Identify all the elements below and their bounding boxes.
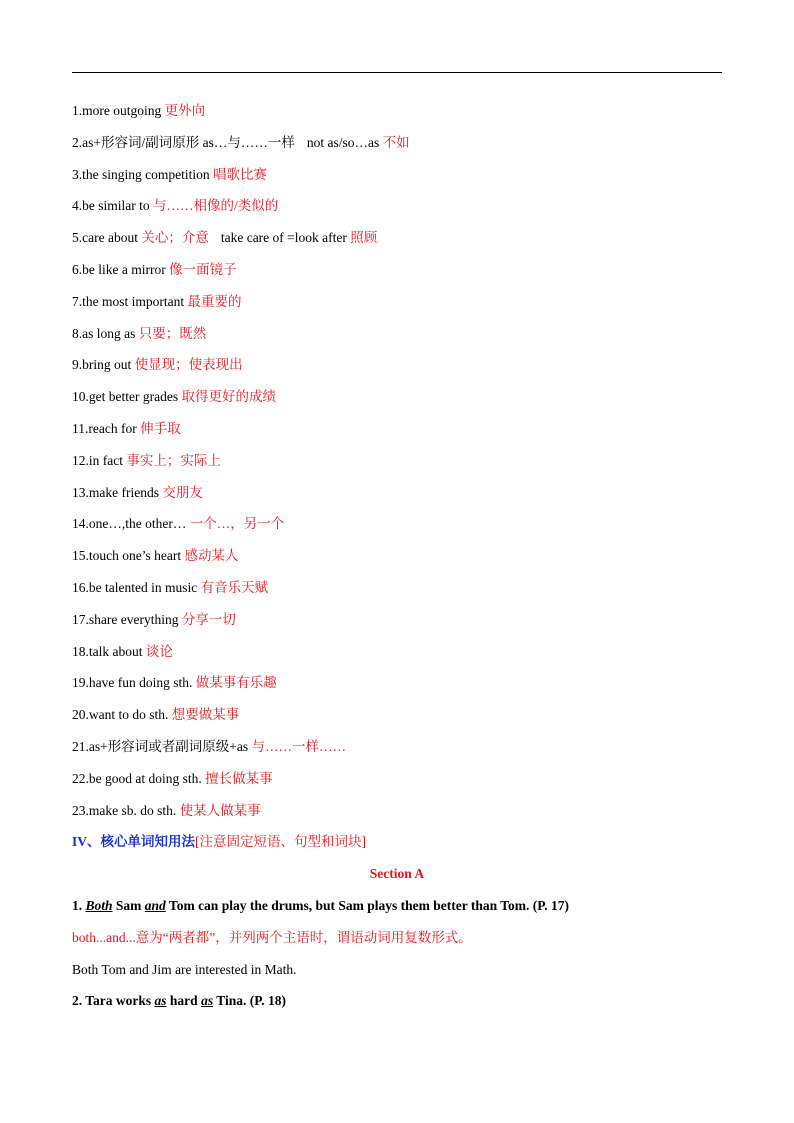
phrase-chinese: 有音乐天赋 [200, 579, 269, 595]
phrase-english: 14.one…,the other… [72, 516, 190, 532]
phrase-english: 4.be similar to [72, 198, 153, 214]
phrase-item [72, 512, 722, 544]
phrase-item [72, 576, 722, 608]
phrase-english: 1.more outgoing [72, 103, 165, 118]
phrase-english: 10.get better grades [72, 389, 182, 405]
phrase-chinese: 想要做某事 [171, 707, 240, 723]
item-1-number: 1. [72, 897, 86, 913]
phrase-chinese: 更外向 [164, 103, 206, 118]
phrase-chinese: 分享一切 [181, 611, 236, 627]
phrase-item [72, 194, 722, 226]
header-rule [72, 72, 722, 73]
phrase-item [72, 99, 722, 131]
phrase-chinese: 感动某人 [184, 548, 239, 564]
phrase-english: 9.bring out [72, 357, 135, 373]
item-1-text: Sam [112, 897, 145, 913]
phrase-item [72, 322, 722, 354]
phrase-chinese: 关心；介意 [141, 230, 209, 246]
heading-iv-note: [注意固定短语、句型和词块] [195, 834, 367, 850]
phrase-chinese: 像一面镜子 [169, 261, 237, 277]
phrase-item [72, 767, 722, 799]
phrase-chinese: 只要；既然 [138, 325, 207, 341]
section-heading-iv [72, 830, 722, 862]
item-1-text-rest: Tom can play the drums, but Sam plays them better than Tom. (P. 17) [165, 897, 569, 913]
phrase-chinese: 使某人做某事 [179, 802, 261, 818]
document-body [72, 99, 722, 1021]
item-1-note: both...and...意为“两者都”，并列两个主语时，谓语动词用复数形式。 [72, 929, 472, 945]
phrase-chinese: 一个…，另一个 [189, 516, 285, 532]
phrase-english: 17.share everything [72, 611, 182, 627]
phrase-english: 11.reach for [72, 420, 141, 436]
item-1-sentence [72, 894, 722, 926]
phrase-item [72, 703, 722, 735]
item-2-keyword-as-2: as [201, 993, 214, 1009]
phrase-chinese: 与……一样…… [251, 738, 346, 754]
item-2-text-mid: hard [166, 993, 202, 1009]
phrase-english: 16.be talented in music [72, 579, 201, 595]
item-2-text-pre: Tara works [85, 993, 155, 1009]
phrase-item [72, 258, 722, 290]
phrase-chinese: 擅长做某事 [205, 770, 273, 786]
section-title: Section A [369, 866, 425, 882]
phrase-english: 20.want to do sth. [72, 707, 172, 723]
phrase-item [72, 608, 722, 640]
phrase-item [72, 226, 722, 258]
phrase-english-2: not as/so…as [306, 134, 383, 150]
item-1-keyword-and: and [144, 897, 166, 913]
phrase-english: 6.be like a mirror [72, 261, 170, 277]
phrase-english: 8.as long as [72, 325, 139, 341]
phrase-chinese: 取得更好的成绩 [181, 389, 276, 405]
phrase-english: 19.have fun doing sth. [72, 675, 196, 691]
phrase-english: 5.care about [72, 230, 142, 246]
phrase-chinese: 唱歌比赛 [213, 166, 267, 182]
item-1-keyword-both: Both [85, 897, 113, 913]
phrase-english: 7.the most important [72, 293, 188, 309]
phrase-item [72, 640, 722, 672]
item-2-number: 2. [72, 993, 86, 1009]
phrase-english: 2.as+形容词/副词原形 as…与……一样 [72, 134, 295, 150]
phrase-item [72, 544, 722, 576]
phrase-chinese: 交朋友 [162, 484, 203, 500]
phrase-english: 15.touch one’s heart [72, 548, 185, 564]
phrase-chinese-2: 照顾 [350, 230, 378, 246]
phrase-item [72, 735, 722, 767]
phrase-chinese: 与……相像的/类似的 [153, 198, 279, 214]
phrase-item [72, 481, 722, 513]
phrase-item [72, 290, 722, 322]
phrase-item [72, 385, 722, 417]
phrase-english: 18.talk about [72, 643, 146, 659]
phrase-english: 3.the singing competition [72, 166, 213, 182]
phrase-chinese: 做某事有乐趣 [195, 675, 277, 691]
phrase-english: 12.in fact [72, 452, 127, 468]
item-2-sentence [72, 989, 722, 1021]
phrase-chinese: 谈论 [145, 643, 173, 659]
phrase-item [72, 131, 722, 163]
phrase-chinese: 事实上；实际上 [126, 452, 221, 468]
phrase-english: 23.make sb. do sth. [72, 802, 180, 818]
item-2-keyword-as: as [154, 993, 167, 1009]
phrase-item [72, 449, 722, 481]
phrase-list [72, 99, 722, 830]
phrase-chinese: 使显现；使表现出 [134, 357, 243, 373]
phrase-item [72, 163, 722, 195]
phrase-english: 22.be good at doing sth. [72, 770, 206, 786]
phrase-english: 13.make friends [72, 484, 163, 500]
phrase-item [72, 417, 722, 449]
phrase-english-2: take care of =look after [220, 230, 351, 246]
item-2-text-rest: Tina. (P. 18) [213, 993, 286, 1009]
phrase-item [72, 799, 722, 831]
heading-iv-main: IV、核心单词知用法 [72, 834, 196, 850]
phrase-chinese: 最重要的 [187, 293, 242, 309]
item-1-example: Both Tom and Jim are interested in Math. [72, 961, 297, 977]
phrase-item [72, 671, 722, 703]
phrase-chinese: 伸手取 [140, 420, 181, 436]
phrase-english: 21.as+形容词或者副词原级+as [72, 738, 252, 754]
phrase-item [72, 353, 722, 385]
phrase-chinese-2: 不如 [382, 134, 410, 150]
